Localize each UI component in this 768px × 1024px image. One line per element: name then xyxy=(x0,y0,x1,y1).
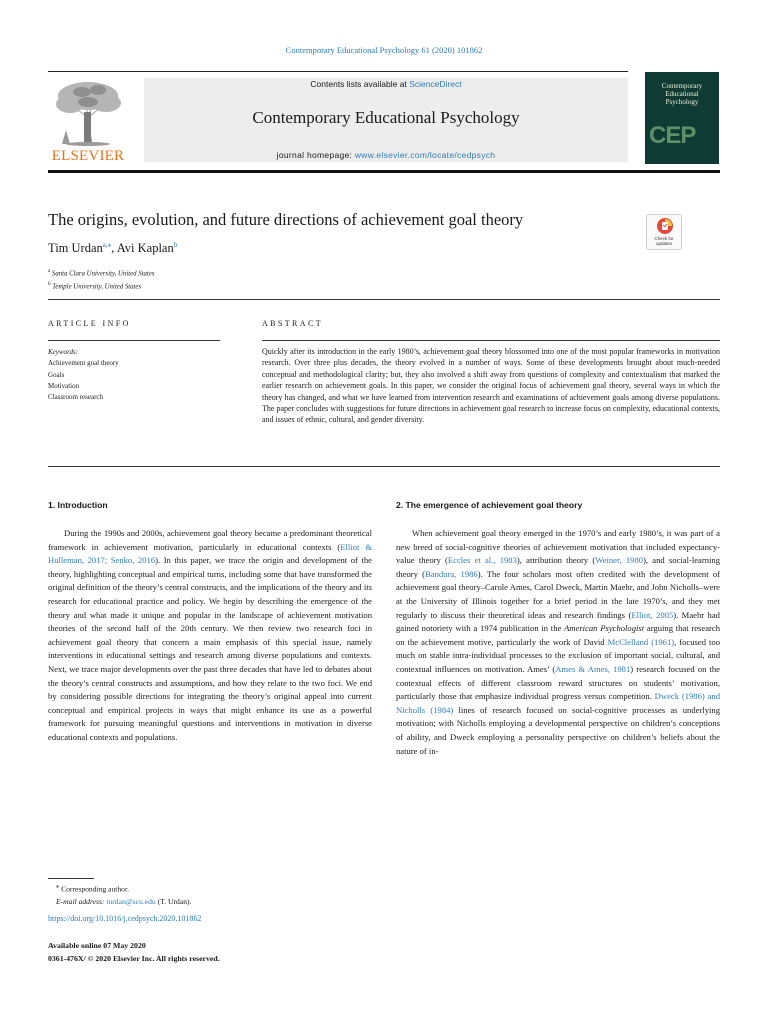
check-updates-icon xyxy=(647,215,683,237)
emergence-column xyxy=(396,527,720,758)
citation-link[interactable]: McClelland (1961) xyxy=(607,636,675,647)
author-kaplan-affiliation-mark[interactable]: b xyxy=(173,241,178,249)
citation-link[interactable]: Eccles et al., 1983 xyxy=(447,555,517,566)
introduction-paragraph: During the 1990s and 2000s, achievement goal theory became a predominant theoretical framework in achievement motivation, particularly in educational contexts (Elliot & Hulleman, 2017; Senko, 2016). In this paper, we trace the origin and development of the theory, highlighting conceptual and empirical turns, including some that have transformed the original definition of the theory’s central constructs, and the implications of the theory and its research for educational practice and policy. We begin by describing the emergence of the theory and what made it unique and popular in the landscape of achievement motivation theories of the second half of the 20th century. We then review two research foci in achievement goal theory that concern a main emphasis of this special issue, namely interventions in educational settings and research among diverse populations and contexts. Next, we trace major developments over the past three decades that have led to debates about the theory’s central constructs and assumptions, and how they relate to the two foci. We end by considering possible directions for integrating the theory’s original appeal into current conceptual and empirical projects in ways that might enhance its use as a powerful framework for pursuing meaningful questions and interventions in motivation in diverse educational contexts and populations. xyxy=(48,528,373,742)
citation-link[interactable]: Ames & Ames, 1981 xyxy=(555,663,631,674)
header-top-rule xyxy=(48,71,628,72)
article-info-rule xyxy=(48,340,220,341)
article-title: The origins, evolution, and future directions of achievement goal theory xyxy=(48,210,524,229)
author-urdan: Tim Urdan xyxy=(48,241,103,256)
author-urdan-affiliation-mark[interactable]: a,⁎ xyxy=(102,241,112,249)
journal-homepage-link[interactable]: www.elsevier.com/locate/cedpsych xyxy=(354,150,496,160)
affiliations xyxy=(48,266,154,293)
journal-citation[interactable]: Contemporary Educational Psychology 61 (2020) 101862 xyxy=(285,45,483,55)
check-for-updates-button[interactable] xyxy=(646,214,682,250)
sciencedirect-link[interactable]: ScienceDirect xyxy=(409,79,462,89)
contents-lists-line: Contents lists available at ScienceDirect xyxy=(310,79,462,89)
journal-cover-image[interactable] xyxy=(645,72,719,164)
elsevier-wordmark: ELSEVIER xyxy=(51,148,125,164)
journal-homepage-line: journal homepage: www.elsevier.com/locate/cedpsych xyxy=(276,150,496,160)
abstract-heading: ABSTRACT xyxy=(262,319,323,328)
introduction-column xyxy=(48,527,372,745)
section-rule xyxy=(48,299,720,300)
citation-link[interactable]: Elliot, 2005 xyxy=(631,609,674,620)
cover-title: Contemporary Educational Psychology xyxy=(661,82,703,106)
copyright-line: 0361-476X/ © 2020 Elsevier Inc. All rights reserved. xyxy=(48,953,220,963)
emergence-paragraph: When achievement goal theory emerged in the 1970’s and early 1980’s, it was part of a new breed of social-cognitive theories of achievement motivation that included expectancy-value theory (Eccles et al., 1983), attribution theory (Weiner, 1980), and social-learning theory (Bandura, 1986). The four scholars most often credited with the development of achievement goal theory–Carole Ames, Carol Dweck, Martin Maehr, and John Nicholls–were at the University of Illinois together for a brief period in the late 1970’s, and they met regularly to discuss their theoretical ideas and research findings (Elliot, 2005). Maehr had gained notoriety with a 1974 publication in the American Psychologist arguing that research on the achievement motive, particularly the work of David McClelland (1961), focused too much on stable intra-individual processes to the exclusion of important social, cultural, and contextual influences on motivation. Ames’ (Ames & Ames, 1981) research focused on the contextual effects of different classroom reward structures on students’ motivation, particularly those that emphasize individual progress versus competition. Dweck (1986) and Nicholls (1984) lines of research focused on social-cognitive processes as underlying motivation; with Nicholls employing a developmental perspective on children’s conceptions of ability, and Dweck employing a personality perspective on children’s beliefs about the nature of in- xyxy=(396,528,721,756)
author-list: Tim Urdan$^{a,⁎}$, Avi Kaplan$^b$ xyxy=(48,241,178,256)
check-updates-label: Check for updates xyxy=(654,236,674,246)
cover-letters: CEP xyxy=(649,122,696,149)
keyword-item: Achievement goal theory xyxy=(48,359,119,368)
abstract-rule xyxy=(262,340,720,341)
footnote-rule xyxy=(48,878,94,879)
section-heading-emergence: 2. The emergence of achievement goal theory xyxy=(396,500,583,510)
affiliation-a: $^a$ Santa Clara University, United States xyxy=(48,269,155,278)
keyword-item: Motivation xyxy=(48,381,80,390)
citation-link[interactable]: Weiner, 1980 xyxy=(595,555,644,566)
header-bottom-rule xyxy=(48,170,720,173)
journal-title: Contemporary Educational Psychology xyxy=(252,108,520,127)
citation-link[interactable]: Bandura, 1986 xyxy=(425,568,478,579)
journal-masthead xyxy=(144,78,628,162)
availability-info xyxy=(48,940,220,965)
affiliation-b: $^b$ Temple University, United States xyxy=(48,282,142,291)
abstract-text: Quickly after its introduction in the early 1980’s, achievement goal theory blossomed into one of the most popular frameworks in motivation research. Over three plus decades, the theory evolved in a number of ways. Some of these developments brought about much-needed conceptual and methodological clarity; but, they also involved a shift away from questions of complexity and contextualism that marked the earlier research on achievement goals. In this paper, we consider the original focus of achievement goal theory, several ways in which the theory has changed, and what we have learned from intervention research and examinations of achievement goals among diverse populations. The paper concludes with suggestions for future directions in achievement goal research to increase focus on complexity, educational contexts, and issues of ethnic, cultural, and gender diversity. xyxy=(262,347,720,425)
citation-link[interactable]: Dweck (1986) and Nicholls (1984) xyxy=(396,691,720,715)
doi-link[interactable]: https://doi.org/10.1016/j.cedpsych.2020.101862 xyxy=(48,914,202,923)
section-rule xyxy=(48,466,720,467)
available-online-date: Available online 07 May 2020 xyxy=(48,941,146,950)
keywords-label: Keywords: xyxy=(48,348,79,356)
keyword-item: Goals xyxy=(48,370,65,379)
email-link[interactable]: turdan@scu.edu xyxy=(106,897,156,907)
keyword-item: Classroom research xyxy=(48,393,104,402)
citation-link[interactable]: Elliot & Hulleman, 2017; Senko, 2016 xyxy=(48,541,373,566)
corresponding-author-footnote: ⁎ Corresponding author. E-mail address: turdan@scu.edu (T. Urdan). xyxy=(56,883,192,907)
article-info-heading: ARTICLE INFO xyxy=(48,319,131,328)
author-kaplan: Avi Kaplan xyxy=(116,241,174,256)
section-heading-introduction: 1. Introduction xyxy=(48,500,108,510)
keywords-block xyxy=(48,347,119,403)
